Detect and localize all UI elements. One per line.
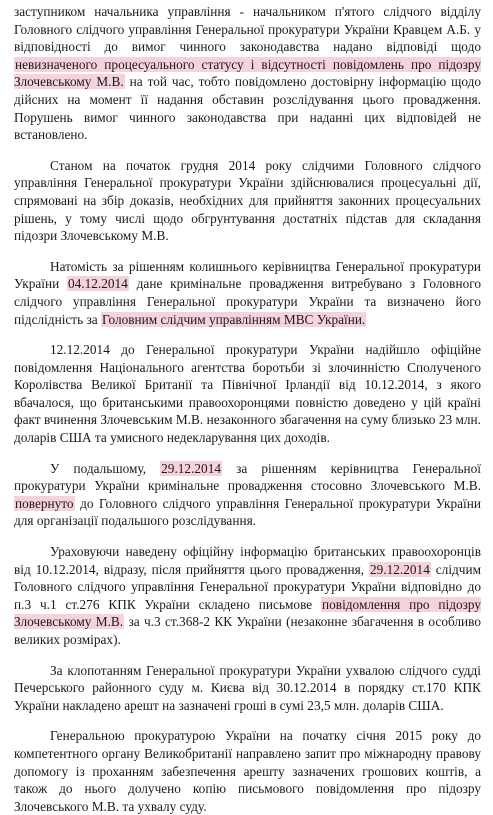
document-body	[14, 3, 481, 815]
paragraph-text: У подальшому,	[50, 460, 161, 476]
paragraph	[14, 157, 481, 245]
paragraph	[14, 727, 481, 815]
highlighted-text: невизначеного процесуального статусу і відсутності повідомлень про підозру Злочевському М.В.	[14, 56, 481, 90]
paragraph	[14, 3, 481, 144]
paragraph-text: заступником начальника управління - начальником п'ятого слідчого відділу Головного слідчого управління Генеральної прокуратури України Кравцем А.Б. у відповідності до вимог чинного законодавства надано відповіді щодо	[14, 4, 481, 55]
paragraph	[14, 460, 481, 530]
paragraph	[14, 258, 481, 328]
paragraph-text: Натомість за рішенням колишнього керівництва Генеральної прокуратури України	[14, 258, 481, 292]
paragraph-text: За клопотанням Генеральної прокуратури України ухвалою слідчого судді Печерського районного суду м. Києва від 30.12.2014 в порядку ст.170 КПК України накладено арешт на зазначені гроші в сумі 23,5 млн. доларів США.	[14, 662, 481, 713]
paragraph-text: Станом на початок грудня 2014 року слідчими Головного слідчого управління Генеральної прокуратури України здійснювалися процесуальні дії, спрямовані на збір доказів, необхідних для прийняття законних процесуальних рішень, у тому числі щодо обгрунтування достатніх підстав для складання підозри Злочевському М.В.	[14, 157, 481, 244]
paragraph-text: слідчим Головного слідчого управління Генеральної прокуратури України відповідно до п.3 ч.1 ст.276 КПК України складено письмове	[14, 561, 481, 612]
paragraph-text: дане кримінальне провадження витребувано з Головного слідчого управління Генеральної прокуратури України та визначено його підслідність за	[14, 276, 481, 327]
paragraph-text: 12.12.2014 до Генеральної прокуратури України надійшло офіційне повідомлення Національного агентства боротьби зі злочинністю Сполученого Королівства Великої Британії та Північної Ірландії від 10.12.2014, з якого вбачалося, що британськими правоохоронцями повністю доведено у цій країні факт вчинення Злочевським М.В. незаконного збагачення на суму близько 23 млн. доларів США та умисного недекларування цих доходів.	[14, 342, 481, 446]
highlighted-text: повернуто	[15, 495, 74, 511]
paragraph-text: за рішенням керівництва Генеральної прокуратури України кримінальне провадження стосовно Злочевського М.В.	[14, 460, 481, 494]
paragraph	[14, 543, 481, 649]
paragraph-text: Ураховуючи наведену офіційну інформацію британських правоохоронців від 10.12.2014, відразу, після прийняття цього провадження,	[14, 544, 481, 577]
paragraph-text: за ч.3 ст.368-2 КК України (незаконне збагачення в особливо великих розмірах).	[14, 614, 481, 647]
paragraph	[14, 662, 481, 715]
highlighted-text: 04.12.2014	[68, 276, 128, 292]
highlighted-text: 29.12.2014	[161, 460, 221, 476]
paragraph-text: Генеральною прокуратурою України на початку січня 2015 року до компетентного органу Великобританії направлено запит про міжнародну правову допомогу із проханням забезпечення арешту зазначених грошових коштів, а також до нього долучено копію письмового повідомлення про підозру Злочевського М.В. та ухвалу суду.	[14, 728, 481, 814]
highlighted-text: Головним слідчим управлінням МВС України.	[101, 311, 366, 327]
paragraph-text: до Головного слідчого управління Генеральної прокуратури України для організації подальшого розслідування.	[14, 495, 481, 529]
highlighted-text: повідомлення про підозру Злочевському М.В.	[14, 596, 481, 630]
paragraph	[14, 341, 481, 447]
paragraph-text: на той час, тобто повідомлено достовірну інформацію щодо дійсних на момент її надання обставин розслідування цього провадження. Порушень вимог чинного законодавства при наданні цих відповідей не встановлено.	[14, 74, 482, 143]
highlighted-text: 29.12.2014	[370, 561, 430, 577]
